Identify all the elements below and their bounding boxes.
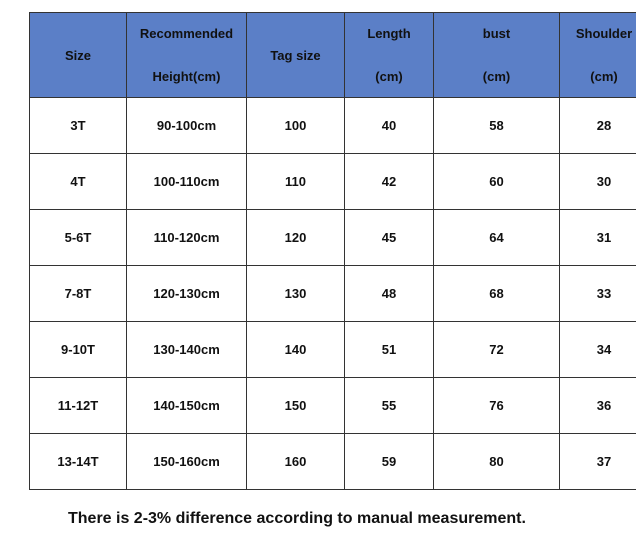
cell-tag-size: 110 [247, 154, 345, 210]
cell-length: 48 [345, 266, 434, 322]
cell-length: 55 [345, 378, 434, 434]
header-row [30, 13, 636, 98]
table-row [30, 98, 636, 154]
cell-bust: 58 [434, 98, 560, 154]
cell-size: 7-8T [30, 266, 127, 322]
cell-recommended-height: 150-160cm [127, 434, 247, 490]
cell-size: 13-14T [30, 434, 127, 490]
cell-bust: 68 [434, 266, 560, 322]
cell-tag-size: 140 [247, 322, 345, 378]
cell-length: 59 [345, 434, 434, 490]
cell-size: 11-12T [30, 378, 127, 434]
cell-shoulder: 30 [560, 154, 636, 210]
cell-shoulder: 36 [560, 378, 636, 434]
cell-shoulder: 33 [560, 266, 636, 322]
cell-bust: 64 [434, 210, 560, 266]
size-table [29, 12, 636, 490]
cell-recommended-height: 110-120cm [127, 210, 247, 266]
cell-length: 42 [345, 154, 434, 210]
cell-size: 5-6T [30, 210, 127, 266]
cell-recommended-height: 120-130cm [127, 266, 247, 322]
cell-bust: 76 [434, 378, 560, 434]
cell-tag-size: 160 [247, 434, 345, 490]
header-length: Length (cm) [345, 13, 434, 98]
cell-size: 3T [30, 98, 127, 154]
header-shoulder: Shoulder (cm) [560, 13, 636, 98]
cell-shoulder: 28 [560, 98, 636, 154]
cell-bust: 72 [434, 322, 560, 378]
table-row [30, 154, 636, 210]
header-recommended-height: Recommended Height(cm) [127, 13, 247, 98]
cell-shoulder: 34 [560, 322, 636, 378]
table-row [30, 434, 636, 490]
header-bust: bust (cm) [434, 13, 560, 98]
cell-recommended-height: 130-140cm [127, 322, 247, 378]
cell-shoulder: 37 [560, 434, 636, 490]
cell-shoulder: 31 [560, 210, 636, 266]
cell-bust: 60 [434, 154, 560, 210]
table-row [30, 210, 636, 266]
cell-tag-size: 150 [247, 378, 345, 434]
table-row [30, 378, 636, 434]
table-row [30, 266, 636, 322]
header-size: Size [30, 13, 127, 98]
cell-recommended-height: 100-110cm [127, 154, 247, 210]
header-tag-size: Tag size [247, 13, 345, 98]
cell-bust: 80 [434, 434, 560, 490]
cell-size: 9-10T [30, 322, 127, 378]
cell-size: 4T [30, 154, 127, 210]
cell-recommended-height: 90-100cm [127, 98, 247, 154]
cell-length: 51 [345, 322, 434, 378]
cell-tag-size: 120 [247, 210, 345, 266]
cell-recommended-height: 140-150cm [127, 378, 247, 434]
measurement-note: There is 2-3% difference according to manual measurement. [68, 510, 526, 527]
cell-tag-size: 100 [247, 98, 345, 154]
table-row [30, 322, 636, 378]
cell-length: 45 [345, 210, 434, 266]
cell-tag-size: 130 [247, 266, 345, 322]
cell-length: 40 [345, 98, 434, 154]
